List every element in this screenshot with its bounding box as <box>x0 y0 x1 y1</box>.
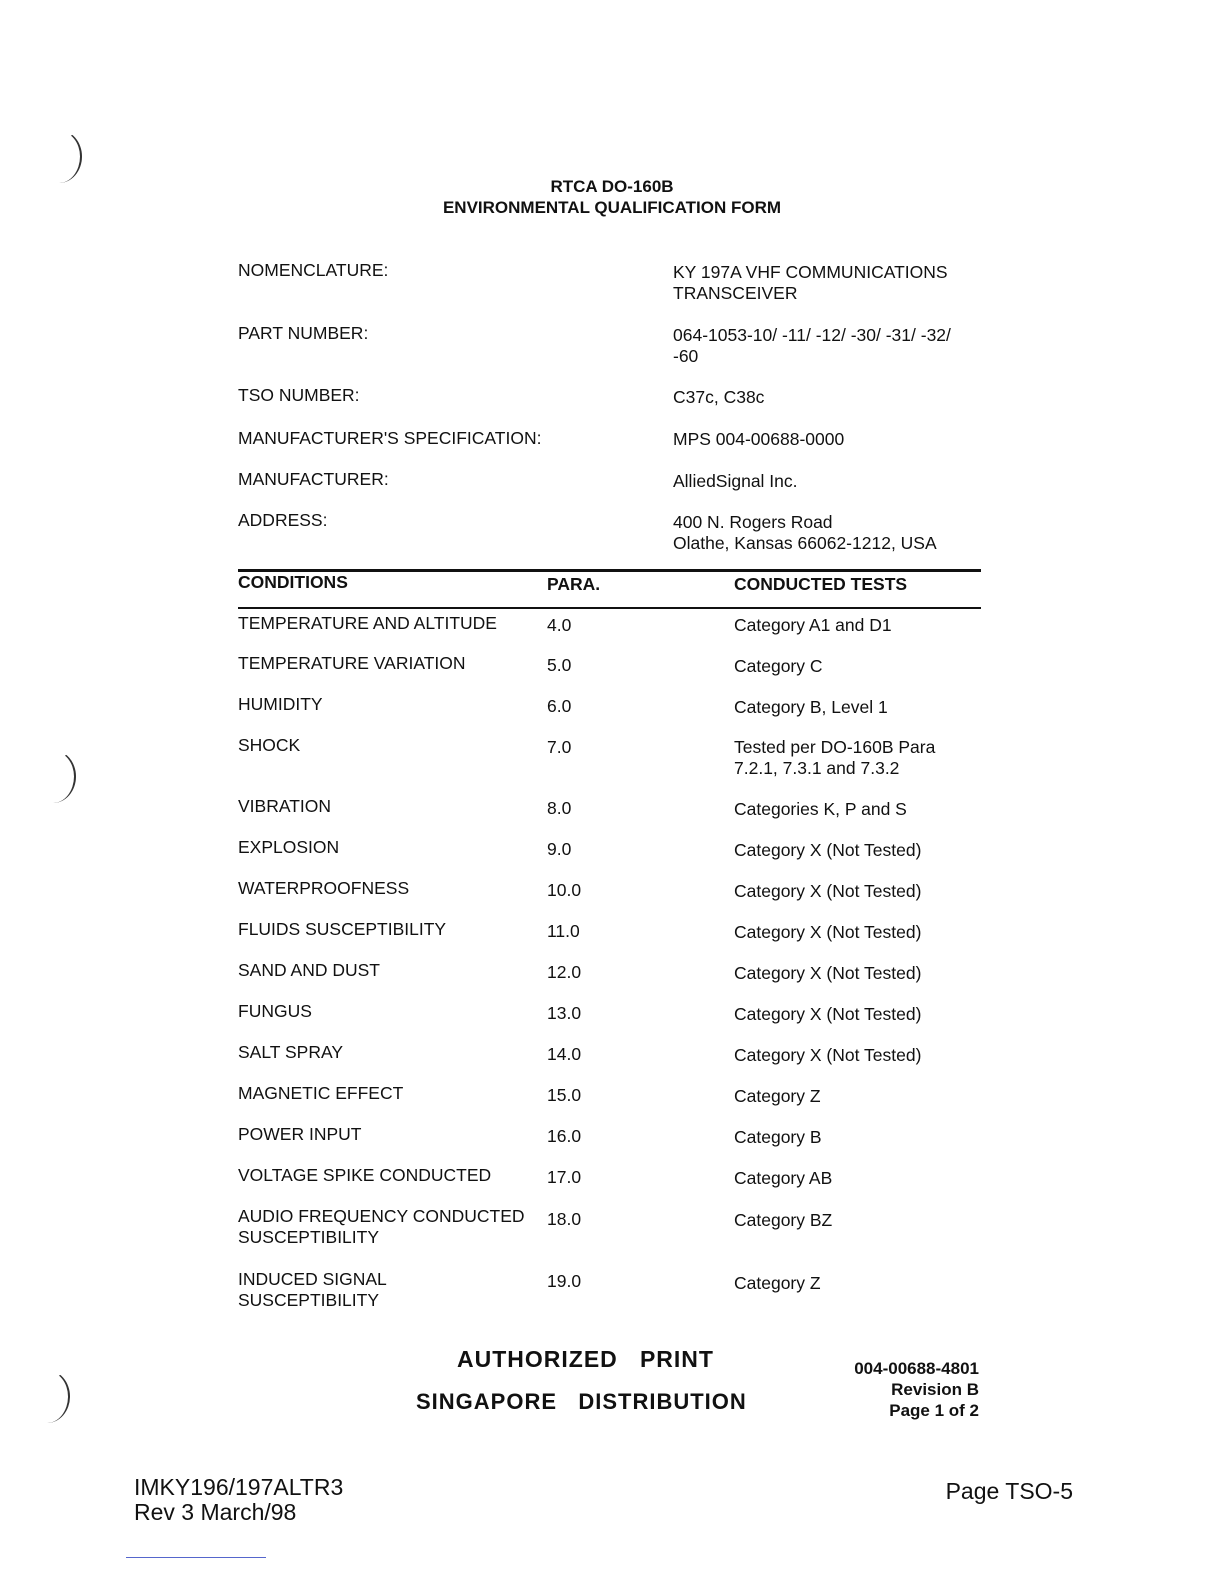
para-cell: 8.0 <box>547 798 572 818</box>
authorized-print-stamp: AUTHORIZED PRINT <box>457 1346 714 1372</box>
condition-cell: TEMPERATURE VARIATION <box>238 653 466 673</box>
condition-cell: VOLTAGE SPIKE CONDUCTED <box>238 1165 492 1185</box>
test-cell: Category BZ <box>734 1210 833 1230</box>
document-number: 004-00688-4801 <box>854 1359 979 1378</box>
condition-cell: FUNGUS <box>238 1001 312 1021</box>
form-title-line1: RTCA DO-160B <box>550 177 674 196</box>
para-cell: 6.0 <box>547 696 572 716</box>
test-cell: Category X (Not Tested) <box>734 922 922 942</box>
condition-cell: WATERPROOFNESS <box>238 878 410 898</box>
condition-cell: AUDIO FREQUENCY CONDUCTED SUSCEPTIBILITY <box>238 1206 525 1247</box>
distribution-stamp: SINGAPORE DISTRIBUTION <box>416 1389 747 1414</box>
spec-value: MPS 004-00688-0000 <box>673 429 845 449</box>
address-value: 400 N. Rogers Road Olathe, Kansas 66062-1212, USA <box>673 512 937 553</box>
document-revision: Revision B <box>891 1380 979 1399</box>
test-cell: Category X (Not Tested) <box>734 1045 922 1065</box>
col-header-tests: CONDUCTED TESTS <box>734 574 908 594</box>
para-cell: 17.0 <box>547 1167 582 1187</box>
test-cell: Categories K, P and S <box>734 799 907 819</box>
form-title-line2: ENVIRONMENTAL QUALIFICATION FORM <box>442 198 782 217</box>
para-cell: 13.0 <box>547 1003 582 1023</box>
test-cell: Category X (Not Tested) <box>734 1004 922 1024</box>
nomenclature-value: KY 197A VHF COMMUNICATIONS TRANSCEIVER <box>673 262 948 303</box>
para-cell: 11.0 <box>547 921 580 941</box>
spec-label: MANUFACTURER'S SPECIFICATION: <box>238 428 542 448</box>
address-label: ADDRESS: <box>238 510 328 530</box>
para-cell: 5.0 <box>547 655 572 675</box>
test-cell: Category AB <box>734 1168 833 1188</box>
test-cell: Category B <box>734 1127 822 1147</box>
binder-hole-mark <box>36 130 82 183</box>
condition-cell: INDUCED SIGNAL SUSCEPTIBILITY <box>238 1269 387 1310</box>
condition-cell: SAND AND DUST <box>238 960 380 980</box>
bottom-edge-rule <box>126 1557 266 1558</box>
test-cell: Category Z <box>734 1273 821 1293</box>
para-cell: 16.0 <box>547 1126 582 1146</box>
test-cell: Tested per DO-160B Para 7.2.1, 7.3.1 and 7.3.2 <box>734 737 936 778</box>
footer-doc-id: IMKY196/197ALTR3 <box>134 1474 344 1500</box>
manufacturer-value: AlliedSignal Inc. <box>673 471 798 491</box>
para-cell: 7.0 <box>547 737 572 757</box>
para-cell: 10.0 <box>547 880 582 900</box>
tso-number-value: C37c, C38c <box>673 387 765 407</box>
condition-cell: SALT SPRAY <box>238 1042 344 1062</box>
test-cell: Category X (Not Tested) <box>734 881 922 901</box>
manufacturer-label: MANUFACTURER: <box>238 469 389 489</box>
test-cell: Category X (Not Tested) <box>734 963 922 983</box>
condition-cell: SHOCK <box>238 735 301 755</box>
para-cell: 14.0 <box>547 1044 582 1064</box>
para-cell: 4.0 <box>547 615 572 635</box>
para-cell: 18.0 <box>547 1209 582 1229</box>
test-cell: Category A1 and D1 <box>734 615 892 635</box>
binder-hole-mark <box>24 1370 70 1423</box>
test-cell: Category X (Not Tested) <box>734 840 922 860</box>
condition-cell: TEMPERATURE AND ALTITUDE <box>238 613 497 633</box>
footer-page-number: Page TSO-5 <box>945 1478 1073 1504</box>
para-cell: 12.0 <box>547 962 582 982</box>
test-cell: Category Z <box>734 1086 821 1106</box>
condition-cell: EXPLOSION <box>238 837 340 857</box>
tso-number-label: TSO NUMBER: <box>238 385 360 405</box>
condition-cell: POWER INPUT <box>238 1124 362 1144</box>
para-cell: 19.0 <box>547 1271 582 1291</box>
col-header-para: PARA. <box>547 574 601 594</box>
condition-cell: VIBRATION <box>238 796 332 816</box>
condition-cell: HUMIDITY <box>238 694 323 714</box>
condition-cell: FLUIDS SUSCEPTIBILITY <box>238 919 447 939</box>
para-cell: 9.0 <box>547 839 572 859</box>
nomenclature-label: NOMENCLATURE: <box>238 260 389 280</box>
binder-hole-mark <box>30 750 76 803</box>
col-header-conditions: CONDITIONS <box>238 572 348 592</box>
part-number-label: PART NUMBER: <box>238 323 369 343</box>
table-top-rule <box>238 569 981 572</box>
part-number-value: 064-1053-10/ -11/ -12/ -30/ -31/ -32/ -60 <box>673 325 951 366</box>
footer-revision: Rev 3 March/98 <box>134 1499 297 1525</box>
test-cell: Category B, Level 1 <box>734 697 888 717</box>
document-page: Page 1 of 2 <box>889 1401 979 1420</box>
test-cell: Category C <box>734 656 823 676</box>
para-cell: 15.0 <box>547 1085 582 1105</box>
condition-cell: MAGNETIC EFFECT <box>238 1083 404 1103</box>
table-header-rule <box>238 607 981 609</box>
